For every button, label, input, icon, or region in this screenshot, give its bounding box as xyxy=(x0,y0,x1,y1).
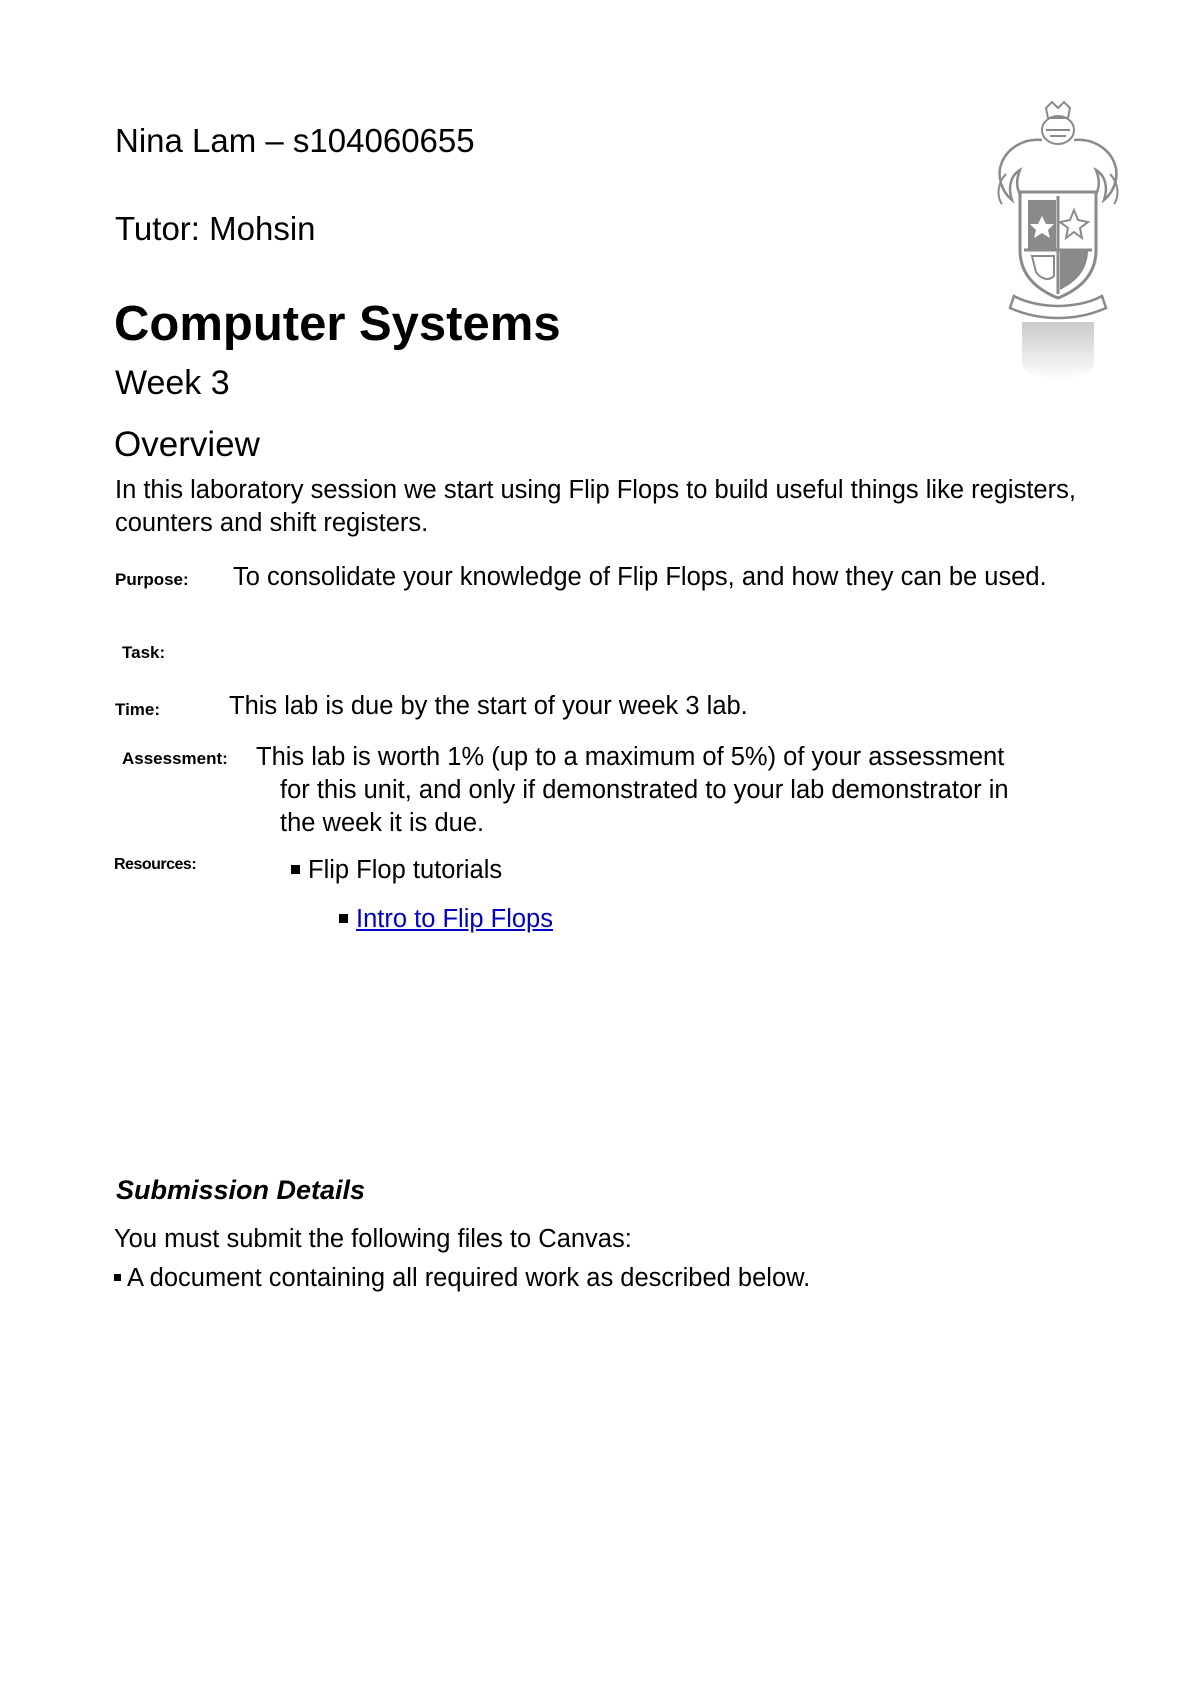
time-text: This lab is due by the start of your week 3 lab. xyxy=(229,692,748,720)
resource-list-item xyxy=(291,856,502,885)
purpose-text: To consolidate your knowledge of Flip Flops, and how they can be used. xyxy=(233,563,1047,591)
assessment-label: Assessment: xyxy=(122,749,228,768)
university-crest-icon xyxy=(988,100,1128,380)
submission-heading: Submission Details xyxy=(116,1175,366,1205)
bullet-icon xyxy=(291,865,300,874)
overview-heading: Overview xyxy=(114,425,260,464)
submission-item-label: A document containing all required work as described below. xyxy=(127,1264,811,1292)
time-label: Time: xyxy=(115,700,161,719)
page-subtitle: Week 3 xyxy=(115,364,230,402)
submission-list-item xyxy=(114,1264,810,1293)
intro-flip-flops-link[interactable]: Intro to Flip Flops xyxy=(356,905,553,933)
student-name-id: Nina Lam – s104060655 xyxy=(115,122,475,159)
assessment-text xyxy=(256,741,1106,840)
assessment-line-3: the week it is due. xyxy=(280,809,485,837)
assessment-line-1: This lab is worth 1% (up to a maximum of 5%) of your assessment xyxy=(256,743,1005,771)
overview-text: In this laboratory session we start using Flip Flops to build useful things like registers, counters and shift registers. xyxy=(115,476,1076,537)
submission-intro: You must submit the following files to Canvas: xyxy=(114,1225,632,1253)
tutor-name: Tutor: Mohsin xyxy=(115,210,316,247)
task-label: Task: xyxy=(122,643,166,662)
resource-item-label: Flip Flop tutorials xyxy=(308,856,503,884)
resource-sublist-item xyxy=(339,905,553,934)
purpose-label: Purpose: xyxy=(115,570,189,589)
page-title: Computer Systems xyxy=(114,297,561,351)
assessment-line-2: for this unit, and only if demonstrated to your lab demonstrator in xyxy=(280,776,1009,804)
bullet-icon xyxy=(114,1274,121,1281)
bullet-icon xyxy=(339,914,348,923)
resources-label: Resources: xyxy=(114,856,197,873)
